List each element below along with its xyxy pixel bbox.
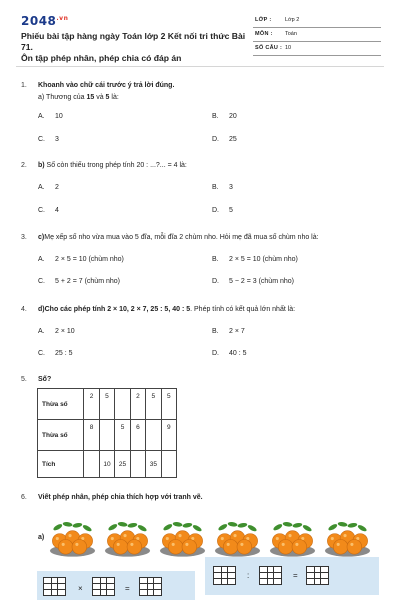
divider — [16, 66, 384, 67]
question-5-title: Số? — [38, 376, 52, 383]
option-letter: C. — [38, 136, 45, 143]
multiplication-answer-panel — [37, 571, 195, 600]
option-letter: D. — [212, 350, 219, 357]
q3-option-b[interactable] — [212, 256, 298, 263]
meta-count-value: 10 — [285, 45, 292, 51]
table-cell[interactable] — [161, 451, 176, 478]
option-text: 5 + 2 = 7 (chùm nho) — [55, 278, 120, 285]
option-letter: C. — [38, 207, 45, 214]
question-6-number: 6. — [21, 494, 27, 501]
question-1a-text — [38, 94, 119, 101]
table-cell[interactable]: 6 — [130, 420, 145, 451]
question-2-number: 2. — [21, 162, 27, 169]
table-cell[interactable] — [115, 389, 131, 420]
answer-box[interactable] — [139, 577, 162, 596]
q4-label: d) — [38, 306, 45, 313]
orange-basket-icon — [215, 521, 260, 556]
q1-option-d[interactable] — [212, 136, 237, 143]
orange-basket-icon — [325, 521, 370, 556]
option-letter: A. — [38, 256, 45, 263]
orange-basket-icon — [160, 521, 205, 556]
answer-box[interactable] — [43, 577, 66, 596]
q2-option-d[interactable] — [212, 207, 233, 214]
table-cell[interactable]: 5 — [146, 389, 162, 420]
option-letter: B. — [212, 256, 219, 263]
table-cell[interactable]: 25 — [115, 451, 131, 478]
orange-basket-illustration — [213, 519, 262, 559]
option-letter: D. — [212, 278, 219, 285]
option-letter: C. — [38, 350, 45, 357]
table-cell[interactable] — [99, 420, 115, 451]
meta-grade-key: LỚP : — [255, 17, 272, 23]
q1-option-b[interactable] — [212, 113, 237, 120]
q1a-n2: 5 — [105, 94, 110, 101]
answer-box[interactable] — [92, 577, 115, 596]
option-text: 2 × 5 = 10 (chùm nho) — [229, 256, 298, 263]
q3-body: Mẹ xếp số nho vừa mua vào 5 đĩa, mỗi đĩa 2 chùm nho. Hỏi mẹ đã mua số chùm nho là: — [44, 234, 319, 241]
table-cell[interactable]: 10 — [99, 451, 115, 478]
option-text: 10 — [55, 113, 63, 120]
table-cell[interactable]: 2 — [84, 389, 99, 420]
option-text: 3 — [229, 184, 233, 191]
table-cell[interactable]: 35 — [146, 451, 162, 478]
q2-option-c[interactable] — [38, 207, 59, 214]
meta-subject-key: MÔN : — [255, 31, 273, 37]
logo[interactable] — [21, 14, 68, 28]
q1a-mid: và — [94, 94, 106, 101]
row-header: Thừa số — [38, 420, 84, 451]
meta-grade-value: Lớp 2 — [285, 17, 300, 23]
meta-subject — [253, 30, 381, 42]
option-letter: C. — [38, 278, 45, 285]
q1a-n1: 15 — [86, 94, 95, 101]
option-letter: A. — [38, 328, 45, 335]
question-2-text — [38, 162, 187, 169]
question-1-number: 1. — [21, 82, 27, 89]
answer-box[interactable] — [213, 566, 236, 585]
orange-basket-illustration — [268, 519, 317, 559]
option-text: 3 — [55, 136, 59, 143]
answer-box[interactable] — [259, 566, 282, 585]
question-3-number: 3. — [21, 234, 27, 241]
meta-count-key: SỐ CÂU : — [255, 45, 283, 51]
division-answer-panel — [205, 557, 379, 595]
orange-basket-icon — [105, 521, 150, 556]
option-text: 5 — [229, 207, 233, 214]
option-letter: B. — [212, 113, 219, 120]
option-text: 25 : 5 — [55, 350, 73, 357]
q2-option-b[interactable] — [212, 184, 233, 191]
multiply-sign: × — [78, 584, 83, 593]
option-letter: A. — [38, 184, 45, 191]
number-table — [37, 388, 177, 478]
meta-count — [253, 44, 381, 56]
title-line-2: Ôn tập phép nhân, phép chia có đáp án — [21, 53, 182, 63]
option-text: 2 × 7 — [229, 328, 245, 335]
question-5-number: 5. — [21, 376, 27, 383]
table-cell[interactable]: 9 — [161, 420, 176, 451]
meta-grade — [253, 16, 381, 28]
divide-sign: : — [247, 571, 250, 580]
question-6a-label: a) — [38, 534, 45, 541]
title-line-1: Phiếu bài tập hàng ngày Toán lớp 2 Kết nối tri thức Bài 71. — [21, 31, 246, 52]
table-cell[interactable]: 2 — [130, 389, 145, 420]
row-header: Thừa số — [38, 389, 84, 420]
q2-body: Số còn thiếu trong phép tính 20 : ...?... = 4 là: — [44, 162, 187, 169]
logo-text: 2048 — [21, 14, 57, 28]
table-row — [38, 451, 177, 478]
option-text: 5 − 2 = 3 (chùm nho) — [229, 278, 294, 285]
q4-option-a[interactable] — [38, 328, 75, 335]
logo-domain: .vn — [56, 15, 69, 22]
orange-basket-icon — [50, 521, 95, 556]
q1a-suffix: là: — [109, 94, 119, 101]
option-letter: B. — [212, 328, 219, 335]
option-text: 2 × 10 — [55, 328, 75, 335]
q4-body: . Phép tính có kết quả lớn nhất là: — [190, 306, 296, 313]
option-text: 2 × 5 = 10 (chùm nho) — [55, 256, 124, 263]
option-text: 4 — [55, 207, 59, 214]
table-cell[interactable] — [130, 451, 145, 478]
orange-basket-illustration — [158, 519, 207, 559]
table-cell[interactable] — [84, 451, 99, 478]
q4-option-b[interactable] — [212, 328, 245, 335]
option-letter: B. — [212, 184, 219, 191]
equals-sign: = — [293, 571, 298, 580]
q2-label: b) — [38, 162, 45, 169]
table-row — [38, 420, 177, 451]
page-title — [21, 31, 246, 64]
q2-option-a[interactable] — [38, 184, 59, 191]
orange-basket-icon — [270, 521, 315, 556]
equals-sign: = — [125, 584, 130, 593]
q1a-prefix: a) Thương của — [38, 94, 87, 101]
orange-basket-illustration — [48, 519, 97, 559]
table-row — [38, 389, 177, 420]
orange-basket-illustration — [323, 519, 372, 559]
q3-label: c) — [38, 234, 45, 241]
q3-option-d[interactable] — [212, 278, 294, 285]
q4-body-bold: Cho các phép tính 2 × 10, 2 × 7, 25 : 5, 40 : 5 — [44, 306, 191, 313]
option-text: 25 — [229, 136, 237, 143]
table-cell[interactable] — [146, 420, 162, 451]
question-6-title: Viết phép nhân, phép chia thích hợp với tranh vẽ. — [38, 494, 203, 501]
answer-box[interactable] — [306, 566, 329, 585]
option-text: 20 — [229, 113, 237, 120]
q4-option-c[interactable] — [38, 350, 73, 357]
q4-option-d[interactable] — [212, 350, 247, 357]
question-3-text — [38, 234, 319, 241]
option-letter: D. — [212, 207, 219, 214]
table-cell[interactable]: 5 — [161, 389, 176, 420]
row-header: Tích — [38, 451, 84, 478]
option-text: 40 : 5 — [229, 350, 247, 357]
q3-option-a[interactable] — [38, 256, 124, 263]
orange-basket-illustration — [103, 519, 152, 559]
option-letter: A. — [38, 113, 45, 120]
meta-subject-value: Toán — [285, 31, 297, 37]
table-cell[interactable]: 5 — [99, 389, 115, 420]
question-4-text — [38, 306, 295, 313]
q3-option-c[interactable] — [38, 278, 120, 285]
question-1-instruction: Khoanh vào chữ cái trước ý trả lời đúng. — [38, 82, 175, 89]
q1-option-c[interactable] — [38, 136, 59, 143]
table-cell[interactable]: 5 — [115, 420, 131, 451]
question-4-number: 4. — [21, 306, 27, 313]
option-letter: D. — [212, 136, 219, 143]
table-cell[interactable]: 8 — [84, 420, 99, 451]
option-text: 2 — [55, 184, 59, 191]
q1-option-a[interactable] — [38, 113, 63, 120]
